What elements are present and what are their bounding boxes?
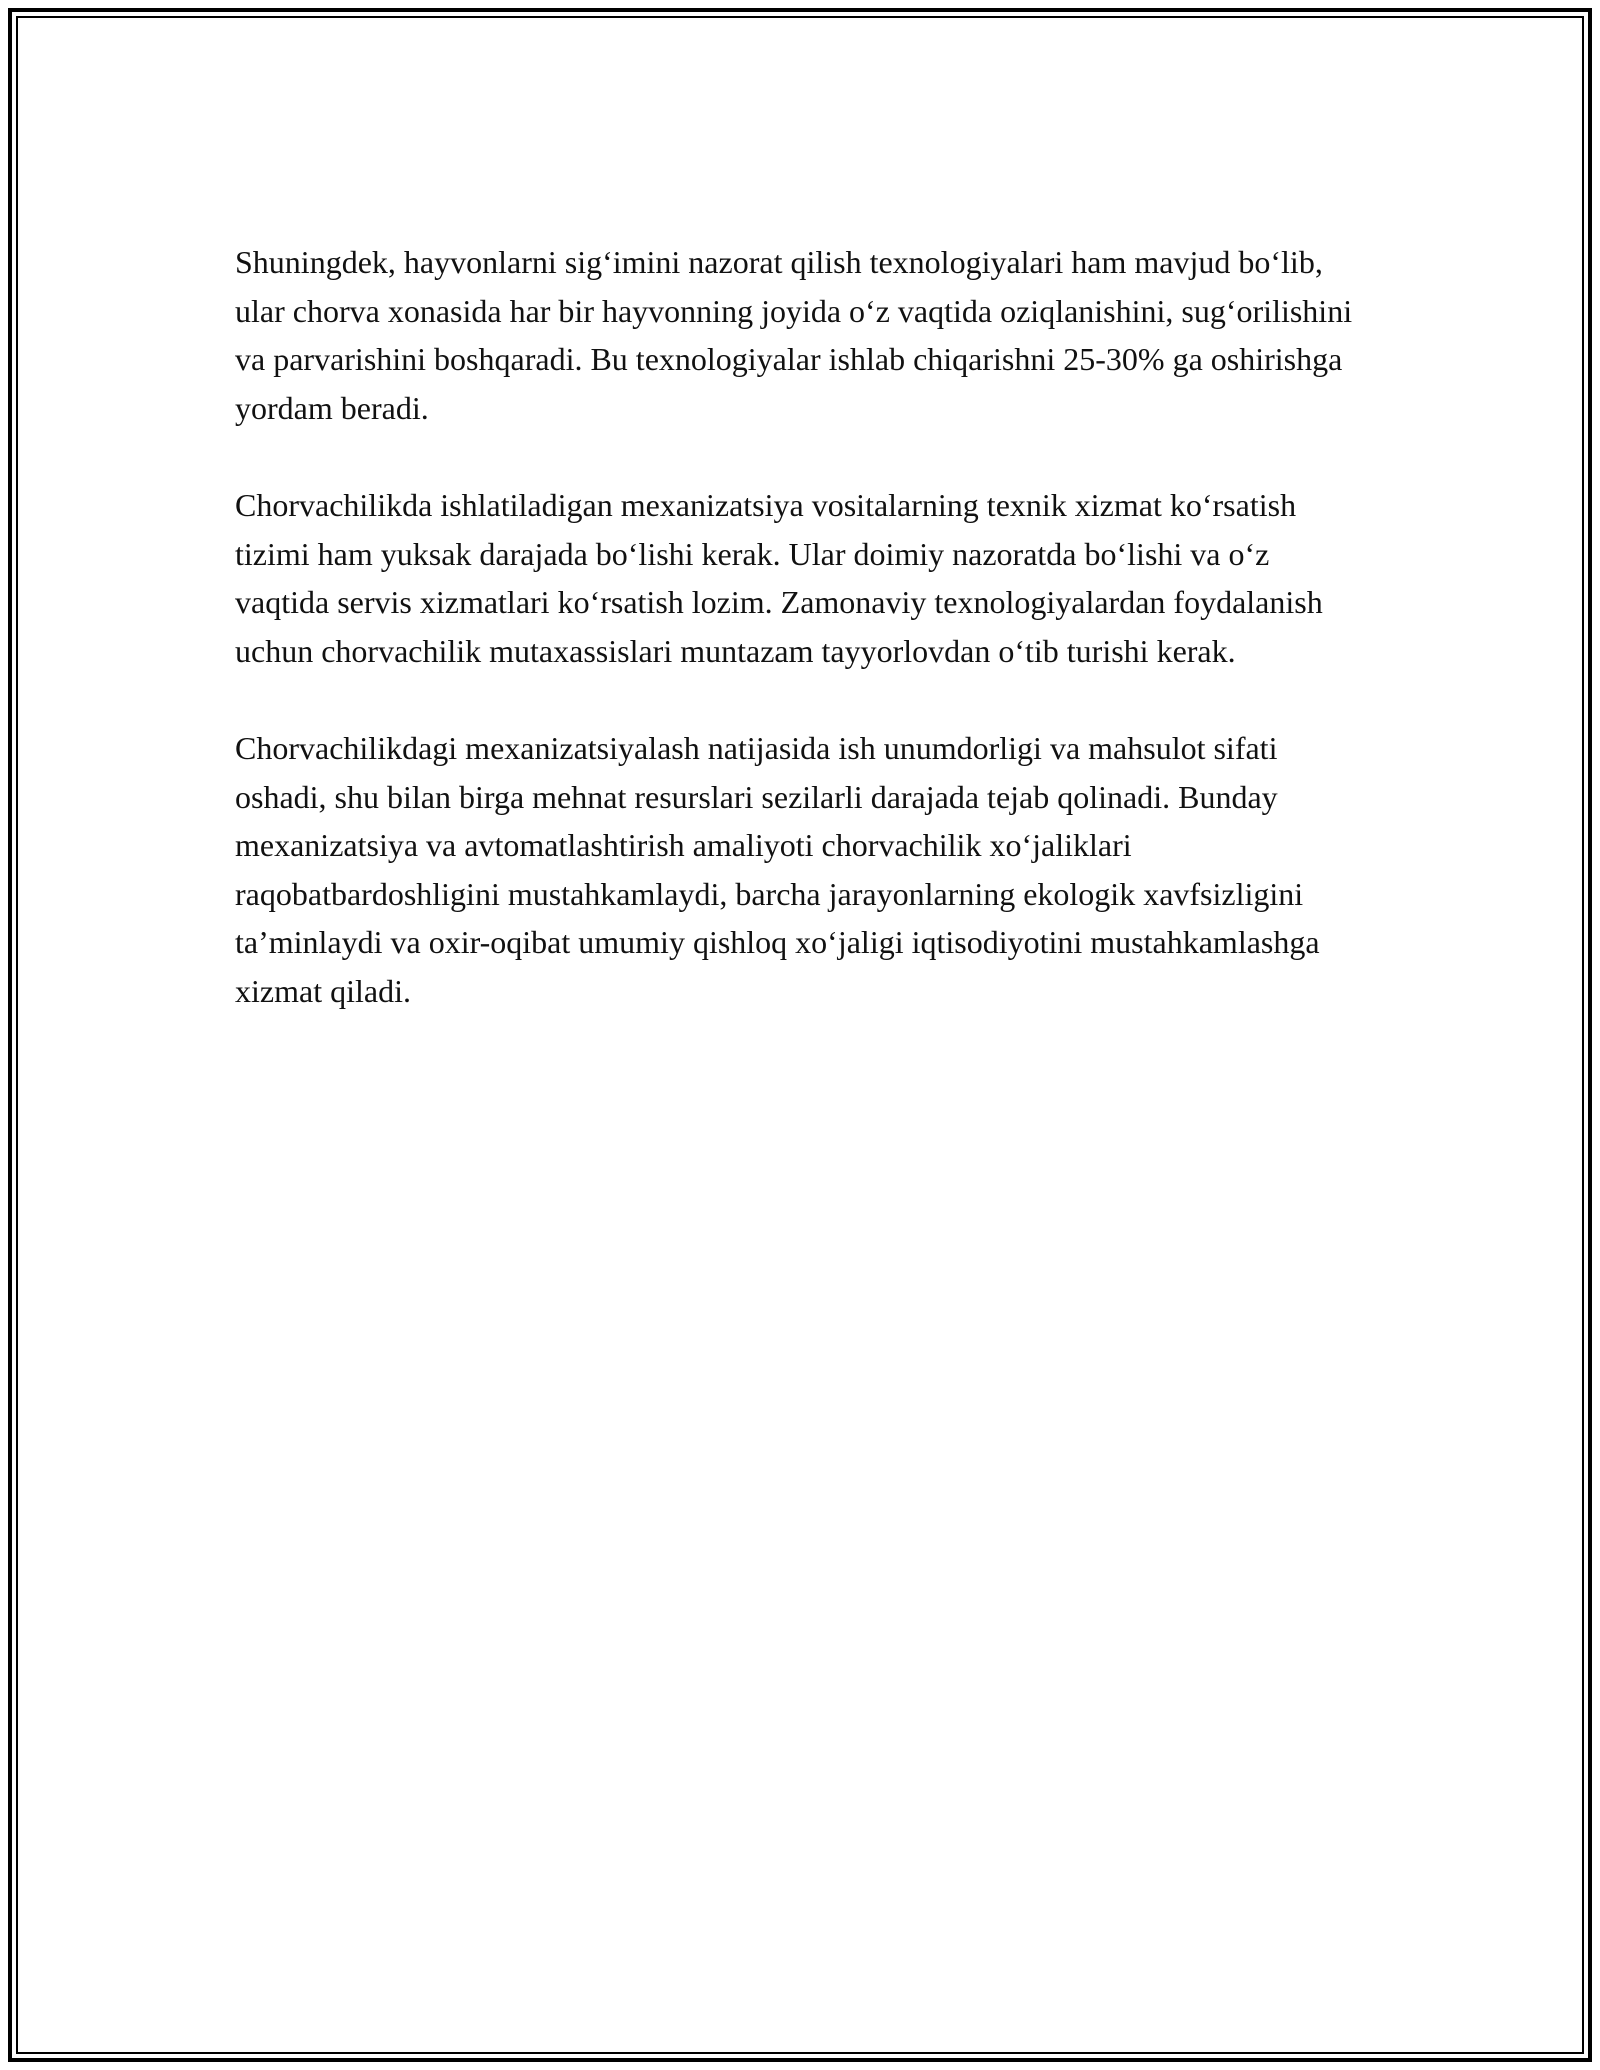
- paragraph-2: Chorvachilikda ishlatiladigan mexanizatsiya vositalarning texnik xizmat ko‘rsatish tizimi ham yuksak darajada bo‘lishi kerak. Ular doimiy nazoratda bo‘lishi va o‘z vaqtida servis xizmatlari ko‘rsatish lozim. Zamonaviy texnologiyalardan foydalanish uchun chorvachilik mutaxassislari muntazam tayyorlovdan o‘tib turishi kerak.: [235, 487, 1323, 669]
- paragraph-3: Chorvachilikdagi mexanizatsiyalash natijasida ish unumdorligi va mahsulot sifati oshadi, shu bilan birga mehnat resurslari sezilarli darajada tejab qolinadi. Bunday mexanizatsiya va avtomatlashtirish amaliyoti chorvachilik xo‘jaliklari raqobatbardoshligini mustahkamlaydi, barcha jarayonlarning ekologik xavfsizligini ta’minlaydi va oxir-oqibat umumiy qishloq xo‘jaligi iqtisodiyotini mustahkamlashga xizmat qiladi.: [235, 730, 1320, 1009]
- document-body: [235, 238, 1365, 1064]
- paragraph-1: Shuningdek, hayvonlarni sig‘imini nazorat qilish texnologiyalari ham mavjud bo‘lib, ular chorva xonasida har bir hayvonning joyida o‘z vaqtida oziqlanishini, sug‘orilishini va parvarishini boshqaradi. Bu texnologiyalar ishlab chiqarishni 25-30% ga oshirishga yordam beradi.: [235, 244, 1353, 426]
